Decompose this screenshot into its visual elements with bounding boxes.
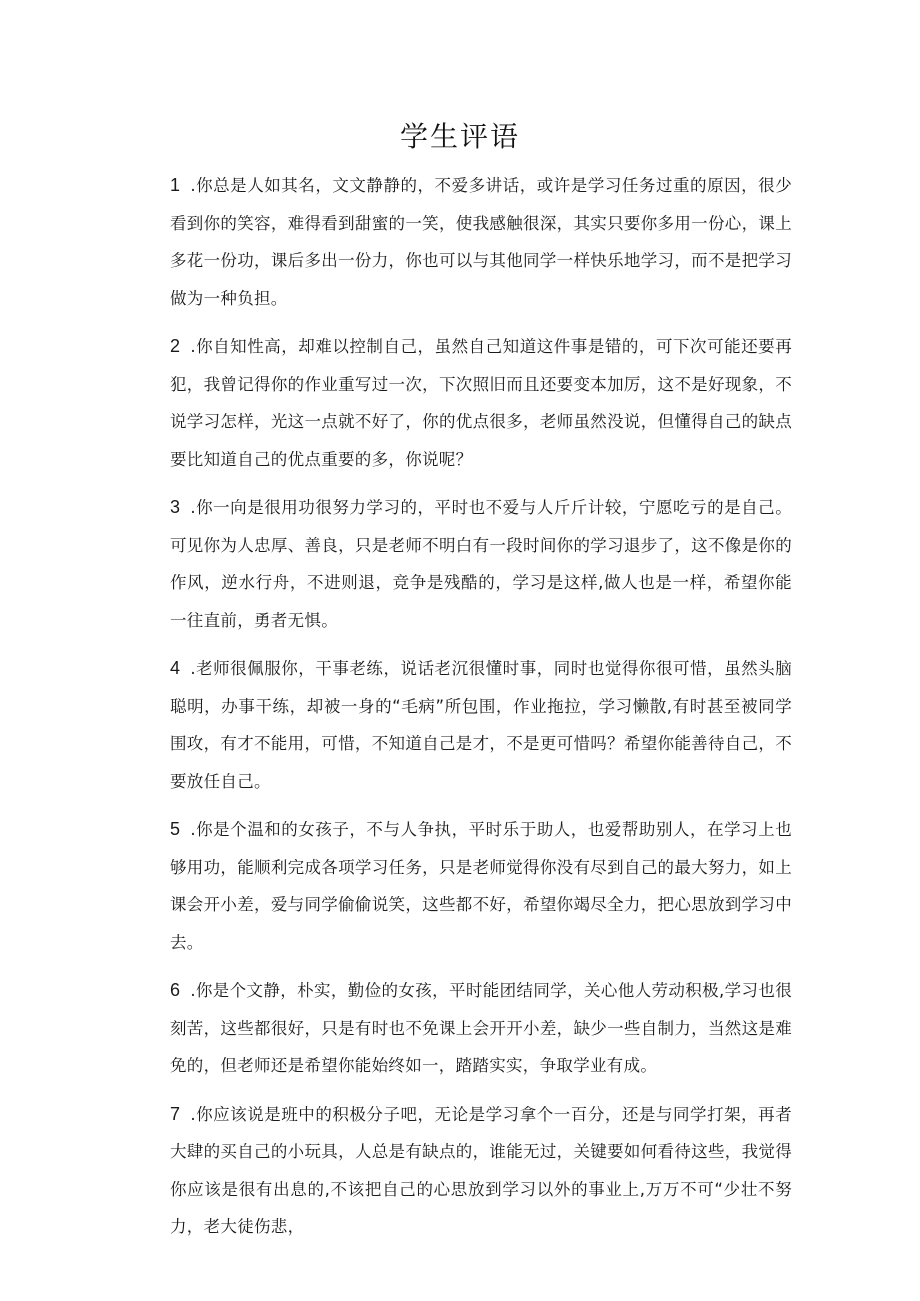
entry-text: .你自知性高，却难以控制自己，虽然自己知道这件事是错的，可下次可能还要再犯，我曾记得你的作业重写过一次，下次照旧而且还要变本加厉，这不是好现象，不说学习怎样，光这一点就不好了，你的优点很多，老师虽然没说，但懂得自己的缺点要比知道自己的优点重要的多，你说呢？ bbox=[170, 337, 792, 469]
entry-text: .老师很佩服你，干事老练，说话老沉很懂时事，同时也觉得你很可惜，虽然头脑聪明，办事干练，却被一身的“毛病”所包围，作业拖拉，学习懒散,有时甚至被同学围攻，有才不能用，可惜，不知道自己是才，不是更可惜吗？希望你能善待自己，不要放任自己。 bbox=[170, 659, 792, 791]
entry-text: .你是个文静，朴实，勤俭的女孩，平时能团结同学，关心他人劳动积极,学习也很刻苦，这些都很好，只是有时也不免课上会开开小差，缺少一些自制力，当然这是难免的，但老师还是希望你能始终如一，踏踏实实，争取学业有成。 bbox=[170, 981, 792, 1075]
entry-number: 5 bbox=[170, 819, 181, 839]
comment-entry-5 bbox=[170, 811, 792, 961]
entry-text: .你是个温和的女孩子，不与人争执，平时乐于助人，也爱帮助别人，在学习上也够用功，能顺利完成各项学习任务，只是老师觉得你没有尽到自己的最大努力，如上课会开小差，爱与同学偷偷说笑，这些都不好，希望你竭尽全力，把心思放到学习中去。 bbox=[170, 820, 792, 952]
comment-entry-1 bbox=[170, 167, 792, 317]
document-title: 学生评语 bbox=[399, 120, 520, 153]
entry-number: 3 bbox=[170, 497, 181, 517]
entry-number: 2 bbox=[170, 336, 181, 356]
entry-number: 1 bbox=[170, 175, 181, 195]
comment-list bbox=[170, 167, 792, 1257]
entry-text: .你总是人如其名，文文静静的，不爱多讲话，或许是学习任务过重的原因，很少看到你的笑容，难得看到甜蜜的一笑，使我感触很深，其实只要你多用一份心，课上多花一份功，课后多出一份力，你也可以与其他同学一样快乐地学习，而不是把学习做为一种负担。 bbox=[170, 176, 792, 308]
entry-text: .你应该说是班中的积极分子吧，无论是学习拿个一百分，还是与同学打架，再者大肆的买自己的小玩具，人总是有缺点的，谁能无过，关键要如何看待这些，我觉得你应该是很有出息的,不该把自己的心思放到学习以外的事业上,万万不可“少壮不努力，老大徒伤悲， bbox=[170, 1104, 792, 1236]
comment-entry-7 bbox=[170, 1096, 792, 1246]
comment-entry-6 bbox=[170, 972, 792, 1085]
entry-number: 7 bbox=[170, 1103, 181, 1124]
comment-entry-2 bbox=[170, 328, 792, 478]
comment-entry-4 bbox=[170, 650, 792, 800]
entry-number: 6 bbox=[170, 980, 181, 1000]
entry-number: 4 bbox=[170, 658, 181, 678]
comment-entry-3 bbox=[170, 489, 792, 639]
entry-text: .你一向是很用功很努力学习的，平时也不爱与人斤斤计较，宁愿吃亏的是自己。可见你为人忠厚、善良，只是老师不明白有一段时间你的学习退步了，这不像是你的作风，逆水行舟，不进则退，竞争是残酷的，学习是这样,做人也是一样，希望你能一往直前，勇者无惧。 bbox=[170, 498, 792, 630]
